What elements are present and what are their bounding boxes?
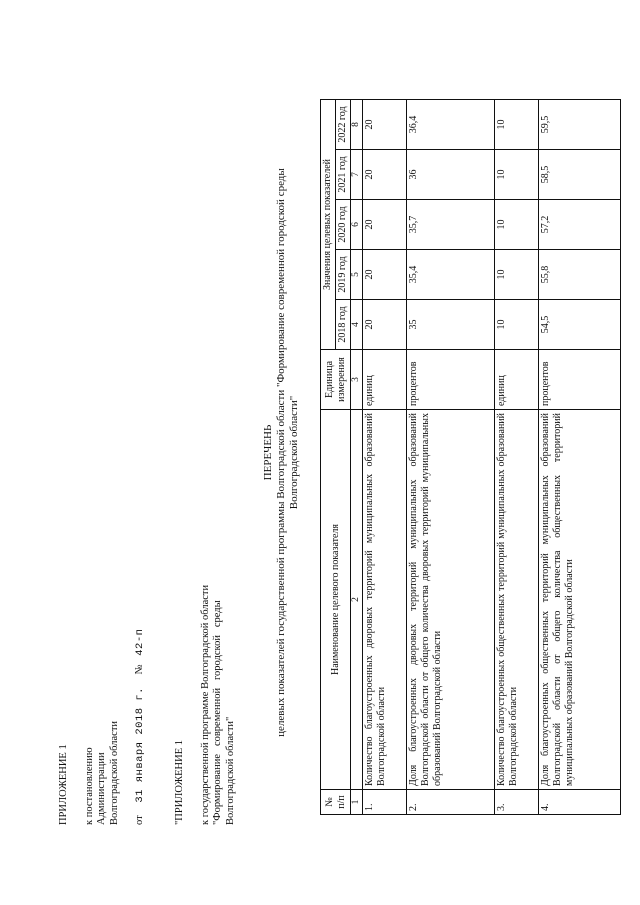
row-value-2018: 20 <box>363 300 407 350</box>
row-num: 3. <box>495 790 539 815</box>
indicators-table <box>320 99 621 815</box>
appendix-to-resolution: к постановлению <box>83 747 95 825</box>
inner-appendix-header <box>174 585 237 825</box>
index-cell: 3 <box>351 350 363 410</box>
index-cell: 2 <box>351 410 363 790</box>
row-unit: единиц <box>363 350 407 410</box>
row-num: 2. <box>407 790 495 815</box>
header-year-2021: 2021 год <box>336 150 351 200</box>
appendix-region: Волгоградской области <box>108 720 120 825</box>
table-row <box>495 100 539 815</box>
row-unit: процентов <box>539 350 621 410</box>
row-value-2018: 35 <box>407 300 495 350</box>
row-value-2021: 10 <box>495 150 539 200</box>
appendix-date-line <box>134 629 147 825</box>
header-name: Наименование целевого показателя <box>321 410 351 790</box>
row-indicator-name: Количество благоустроенных дворовых территорий муниципальных образований Волгоградской области <box>363 410 407 790</box>
index-cell: 6 <box>351 200 363 250</box>
number-prefix: № <box>134 664 145 675</box>
row-value-2022: 36,4 <box>407 100 495 150</box>
table-header-row-1 <box>321 100 336 815</box>
row-indicator-name: Количество благоустроенных общественных территорий муниципальных образований Волгоградской области <box>495 410 539 790</box>
index-cell: 1 <box>351 790 363 815</box>
document-title-block <box>262 0 301 905</box>
inner-appendix-line2: "Формирование современной городской среды <box>212 600 223 825</box>
document-subtitle-line1: целевых показателей государственной программы Волгоградской области "Формирование современной городской среды <box>275 168 287 737</box>
document-subtitle-line2: Волгоградской области" <box>288 395 300 510</box>
row-indicator-name: Доля благоустроенных дворовых территорий муниципальных образований Волгоградской области от общего количества дворовых территорий муниципальных образований Волгоградской области <box>407 410 495 790</box>
appendix-admin: Администрации <box>96 752 107 825</box>
index-cell: 7 <box>351 150 363 200</box>
row-value-2022: 59,5 <box>539 100 621 150</box>
row-value-2021: 20 <box>363 150 407 200</box>
table-row <box>407 100 495 815</box>
date-value: 31 января 2018 г. <box>134 687 146 803</box>
index-cell: 5 <box>351 250 363 300</box>
table-index-row <box>351 100 363 815</box>
row-value-2021: 58,5 <box>539 150 621 200</box>
row-value-2020: 57,2 <box>539 200 621 250</box>
appendix-header <box>58 629 147 825</box>
row-value-2019: 55,8 <box>539 250 621 300</box>
row-value-2020: 35,7 <box>407 200 495 250</box>
table-row <box>363 100 407 815</box>
header-num: № п/п <box>321 790 351 815</box>
table-row <box>539 100 621 815</box>
row-unit: процентов <box>407 350 495 410</box>
header-values-group: Значения целевых показателей <box>321 100 336 350</box>
row-value-2018: 54,5 <box>539 300 621 350</box>
row-value-2019: 35,4 <box>407 250 495 300</box>
row-value-2019: 20 <box>363 250 407 300</box>
row-num: 4. <box>539 790 621 815</box>
header-year-2018: 2018 год <box>336 300 351 350</box>
document-title: ПЕРЕЧЕНЬ <box>262 424 274 481</box>
inner-appendix-line1: к государственной программе Волгоградской области <box>199 584 211 825</box>
header-year-2020: 2020 год <box>336 200 351 250</box>
row-value-2022: 10 <box>495 100 539 150</box>
row-value-2020: 20 <box>363 200 407 250</box>
header-year-2019: 2019 год <box>336 250 351 300</box>
appendix-label: ПРИЛОЖЕНИЕ 1 <box>58 744 69 825</box>
row-indicator-name: Доля благоустроенных общественных территорий муниципальных образований Волгоградской области от общего количества общественных территорий муниципальных образований Волгоградской области <box>539 410 621 790</box>
row-unit: единиц <box>495 350 539 410</box>
row-value-2019: 10 <box>495 250 539 300</box>
inner-appendix-label: "ПРИЛОЖЕНИЕ 1 <box>174 739 185 825</box>
header-year-2022: 2022 год <box>336 100 351 150</box>
row-value-2022: 20 <box>363 100 407 150</box>
number-value: 42-п <box>134 628 146 656</box>
inner-appendix-line3: Волгоградской области" <box>224 716 236 825</box>
row-value-2021: 36 <box>407 150 495 200</box>
row-value-2020: 10 <box>495 200 539 250</box>
date-prefix: от <box>134 815 145 825</box>
row-num: 1. <box>363 790 407 815</box>
index-cell: 4 <box>351 300 363 350</box>
index-cell: 8 <box>351 100 363 150</box>
row-value-2018: 10 <box>495 300 539 350</box>
header-unit: Единица измерения <box>321 350 351 410</box>
